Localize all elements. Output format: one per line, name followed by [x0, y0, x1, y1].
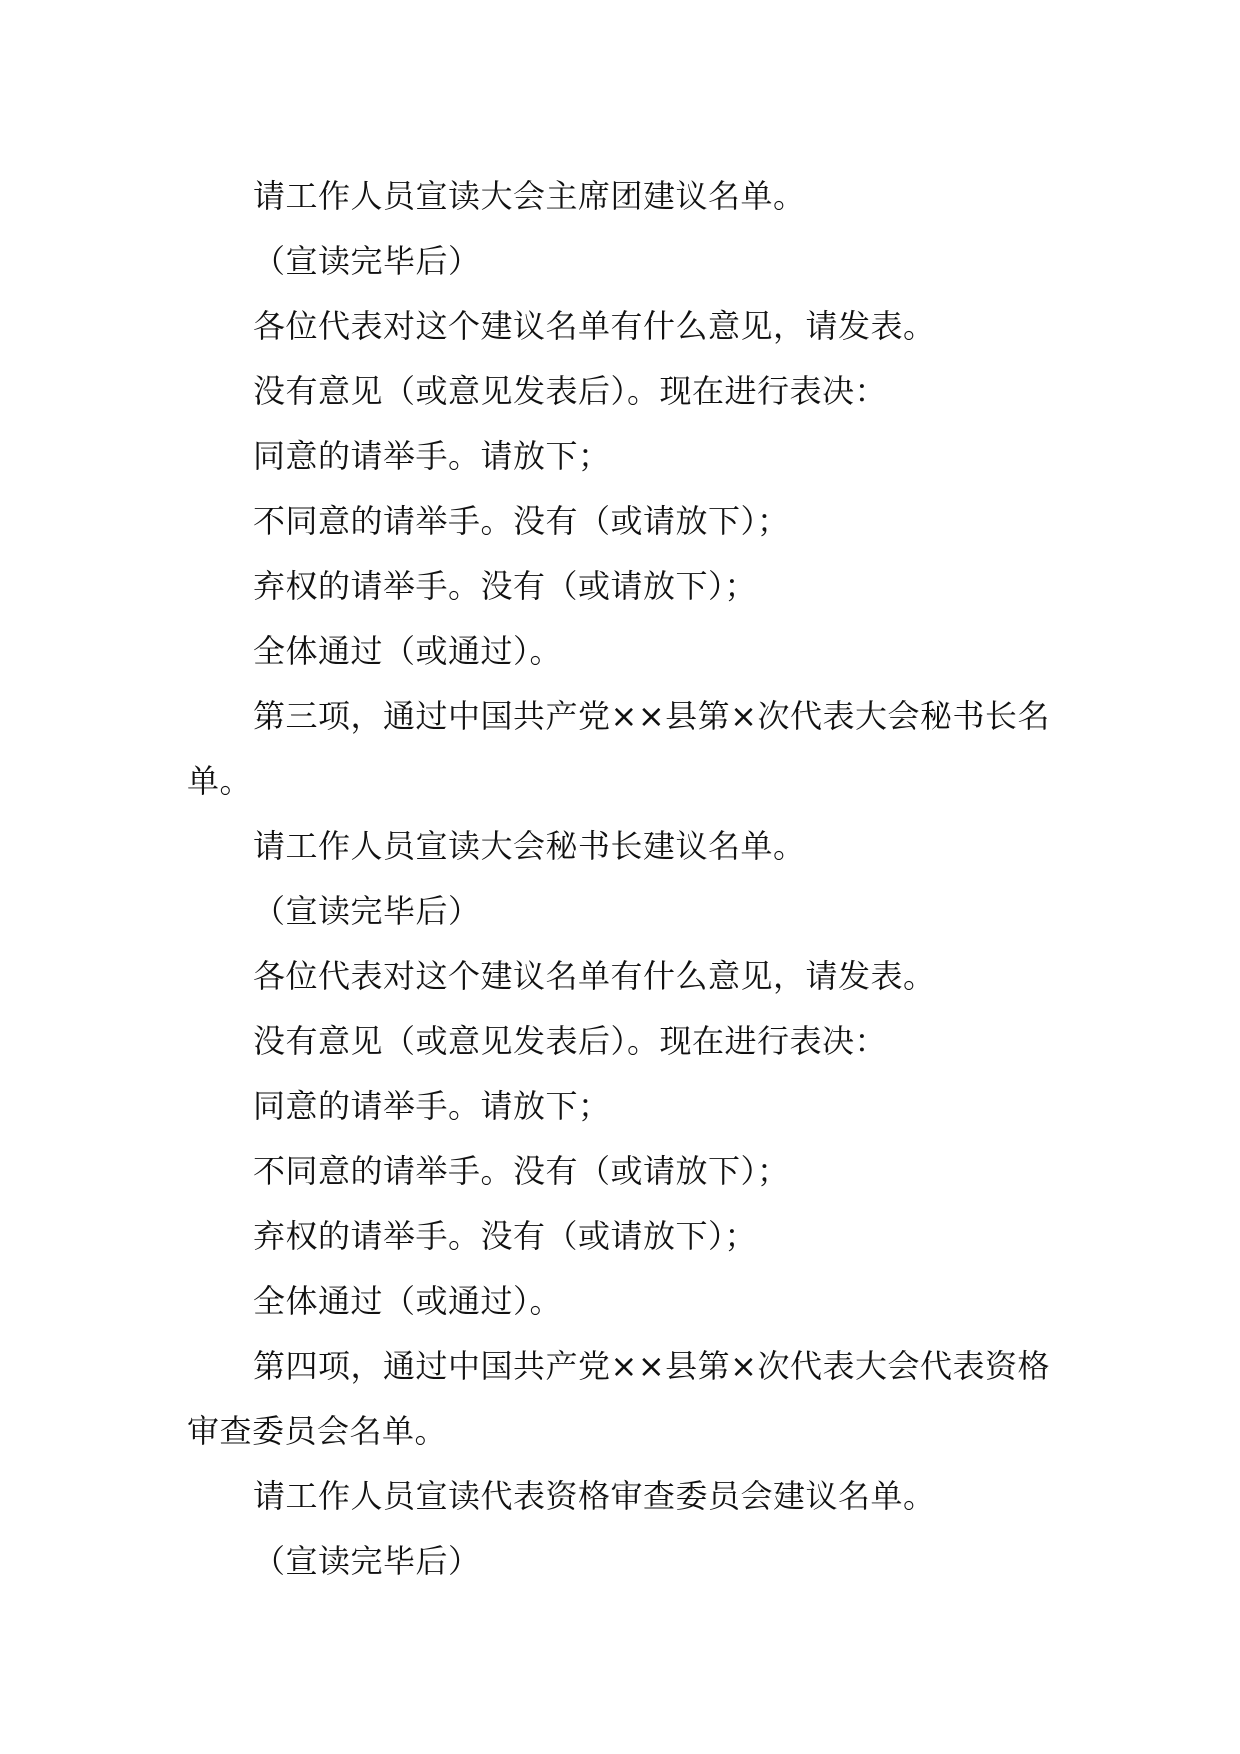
document-body [187, 164, 1057, 1594]
paragraph: 全体通过（或通过）。 [253, 632, 563, 670]
section-heading-paragraph: 第三项，通过中国共产党××县第×次代表大会秘书长名单。 [187, 697, 1050, 800]
paragraph: 同意的请举手。请放下； [253, 1087, 611, 1125]
paragraph: （宣读完毕后） [253, 1542, 481, 1580]
paragraph: 同意的请举手。请放下； [253, 437, 611, 475]
paragraph: 全体通过（或通过）。 [253, 1282, 563, 1320]
paragraph: 各位代表对这个建议名单有什么意见，请发表。 [253, 957, 936, 995]
paragraph: 请工作人员宣读大会主席团建议名单。 [253, 177, 806, 215]
paragraph: 没有意见（或意见发表后）。现在进行表决： [253, 1022, 888, 1060]
paragraph: 请工作人员宣读大会秘书长建议名单。 [253, 827, 806, 865]
section-heading-paragraph: 第四项，通过中国共产党××县第×次代表大会代表资格审查委员会名单。 [187, 1347, 1050, 1450]
paragraph: （宣读完毕后） [253, 242, 481, 280]
paragraph: 不同意的请举手。没有（或请放下）； [253, 1152, 790, 1190]
paragraph: 各位代表对这个建议名单有什么意见，请发表。 [253, 307, 936, 345]
paragraph: 没有意见（或意见发表后）。现在进行表决： [253, 372, 888, 410]
paragraph: 弃权的请举手。没有（或请放下）； [253, 1217, 758, 1255]
paragraph: 请工作人员宣读代表资格审查委员会建议名单。 [253, 1477, 936, 1515]
paragraph: （宣读完毕后） [253, 892, 481, 930]
paragraph: 弃权的请举手。没有（或请放下）； [253, 567, 758, 605]
paragraph: 不同意的请举手。没有（或请放下）； [253, 502, 790, 540]
